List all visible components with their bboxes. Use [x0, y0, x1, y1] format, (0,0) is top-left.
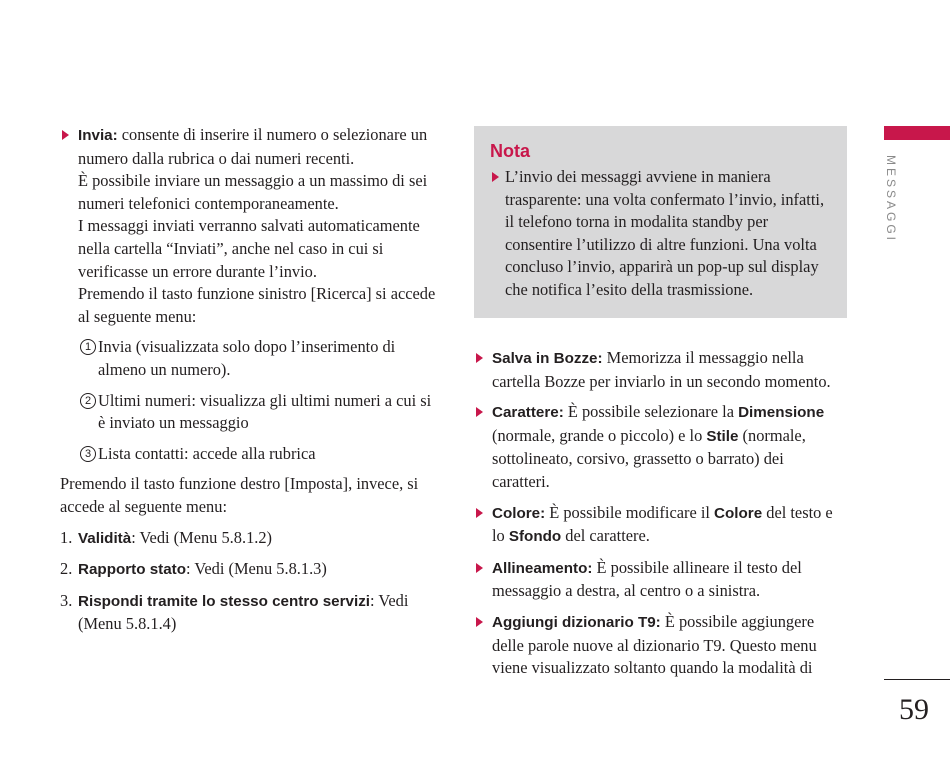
- dizionario-text: È possibile aggiungere delle parole nuove al dizionario T9. Questo menu viene visualizzato soltanto quando la modalità di: [492, 611, 817, 678]
- invia-text: consente di inserire il numero o selezionare un numero dalla rubrica o dai numeri recenti.: [78, 125, 428, 168]
- invia-label: Invia:: [78, 127, 118, 144]
- right-column: [474, 347, 844, 688]
- allineamento-item: [474, 557, 844, 603]
- note-title: Nota: [490, 141, 530, 161]
- stile-label: Stile: [706, 427, 739, 445]
- carattere-text-2: (normale, grande o piccolo) e lo: [492, 425, 707, 445]
- invia-item: [60, 124, 440, 328]
- section-label-text: MESSAGGI: [884, 155, 898, 244]
- bullet-arrow-icon: [476, 407, 483, 417]
- page-number-rule: [884, 679, 950, 680]
- bullet-arrow-icon: [476, 353, 483, 363]
- sfondo-bold: Sfondo: [508, 528, 562, 546]
- left-column: [60, 124, 440, 644]
- bullet-arrow-icon: [476, 617, 483, 627]
- bullet-arrow-icon: [476, 563, 483, 573]
- section-label: [872, 155, 916, 245]
- salva-item: [474, 347, 844, 393]
- item-text: : Vedi (Menu 5.8.1.4): [78, 590, 409, 634]
- page-number: 59: [899, 693, 929, 726]
- salva-label: Salva in Bozze:: [492, 350, 603, 367]
- sub-item: [60, 390, 440, 435]
- invia-paragraph-3: I messaggi inviati verranno salvati automaticamente nella cartella “Inviati”, anche nel caso in cui si verificasse un errore durante l’invio.: [78, 216, 420, 281]
- item-number: 3.: [60, 590, 73, 610]
- item-text: : Vedi (Menu 5.8.1.3): [186, 559, 327, 579]
- invia-paragraph-2: È possibile inviare un messaggio a un massimo di sei numeri telefonici contemporaneamente.: [78, 171, 428, 213]
- colore-text-1: È possibile modificare il: [545, 502, 715, 522]
- item-text: : Vedi (Menu 5.8.1.2): [131, 527, 273, 547]
- note-item: [490, 166, 831, 302]
- item-number: 2.: [60, 559, 73, 579]
- dimensione-label: Dimensione: [738, 404, 825, 422]
- invia-paragraph-4: Premendo il tasto funzione sinistro [Ricerca] si accede al seguente menu:: [78, 284, 436, 326]
- dizionario-label: Aggiungi dizionario T9:: [492, 613, 661, 631]
- colore-text-2: del testo e lo: [492, 502, 833, 546]
- note-text: L’invio dei messaggi avviene in maniera trasparente: una volta confermato l’invio, infatti, il telefono torna in modalita standby per consentire l’utilizzo di altre funzioni. Una volta concluso l’invio, apparirà un pop-up sul display che notifica l’esito della trasmissione.: [505, 167, 825, 299]
- carattere-text-1: È possibile selezionare la: [563, 402, 739, 422]
- allineamento-text: È possibile allineare il testo del messaggio a destra, al centro o a sinistra.: [492, 557, 802, 601]
- colore-text-3: del carattere.: [561, 526, 650, 546]
- sub-item: [60, 336, 440, 381]
- item-number: 1.: [60, 527, 73, 547]
- bullet-arrow-icon: [492, 172, 499, 182]
- colore-item: [474, 502, 844, 549]
- numbered-item: [60, 527, 440, 551]
- note-box: [474, 126, 847, 318]
- numbered-item: [60, 558, 440, 582]
- item-label: Rapporto stato: [78, 561, 186, 579]
- numbered-item: [60, 590, 440, 636]
- salva-text: Memorizza il messaggio nella cartella Bozze per inviarlo in un secondo momento.: [492, 348, 831, 391]
- colore-bold: Colore: [714, 504, 763, 522]
- sub-item-text: Invia (visualizzata solo dopo l’inserimento di almeno un numero).: [98, 337, 396, 379]
- circled-number-icon: 2: [80, 393, 96, 409]
- colore-label: Colore:: [492, 504, 546, 522]
- section-tab-bar: [884, 126, 950, 140]
- carattere-text-3: (normale, sottolineato, corsivo, grassetto o barrato) dei caratteri.: [492, 425, 806, 491]
- circled-number-icon: 1: [80, 339, 96, 355]
- bullet-arrow-icon: [62, 130, 69, 140]
- carattere-label: Carattere:: [492, 404, 564, 422]
- item-label: Validità: [78, 529, 132, 547]
- sub-item: [60, 443, 440, 466]
- bullet-arrow-icon: [476, 508, 483, 518]
- dizionario-item: [474, 611, 844, 680]
- sub-item-text: Lista contatti: accede alla rubrica: [98, 443, 316, 463]
- sub-item-text: Ultimi numeri: visualizza gli ultimi numeri a cui si è inviato un messaggio: [98, 390, 432, 433]
- carattere-item: [474, 401, 844, 493]
- circled-number-icon: 3: [80, 446, 96, 462]
- item-label: Rispondi tramite lo stesso centro servizi: [78, 592, 371, 610]
- paragraph-tasto-destro: Premendo il tasto funzione destro [Imposta], invece, si accede al seguente menu:: [60, 474, 419, 516]
- allineamento-label: Allineamento:: [492, 559, 593, 577]
